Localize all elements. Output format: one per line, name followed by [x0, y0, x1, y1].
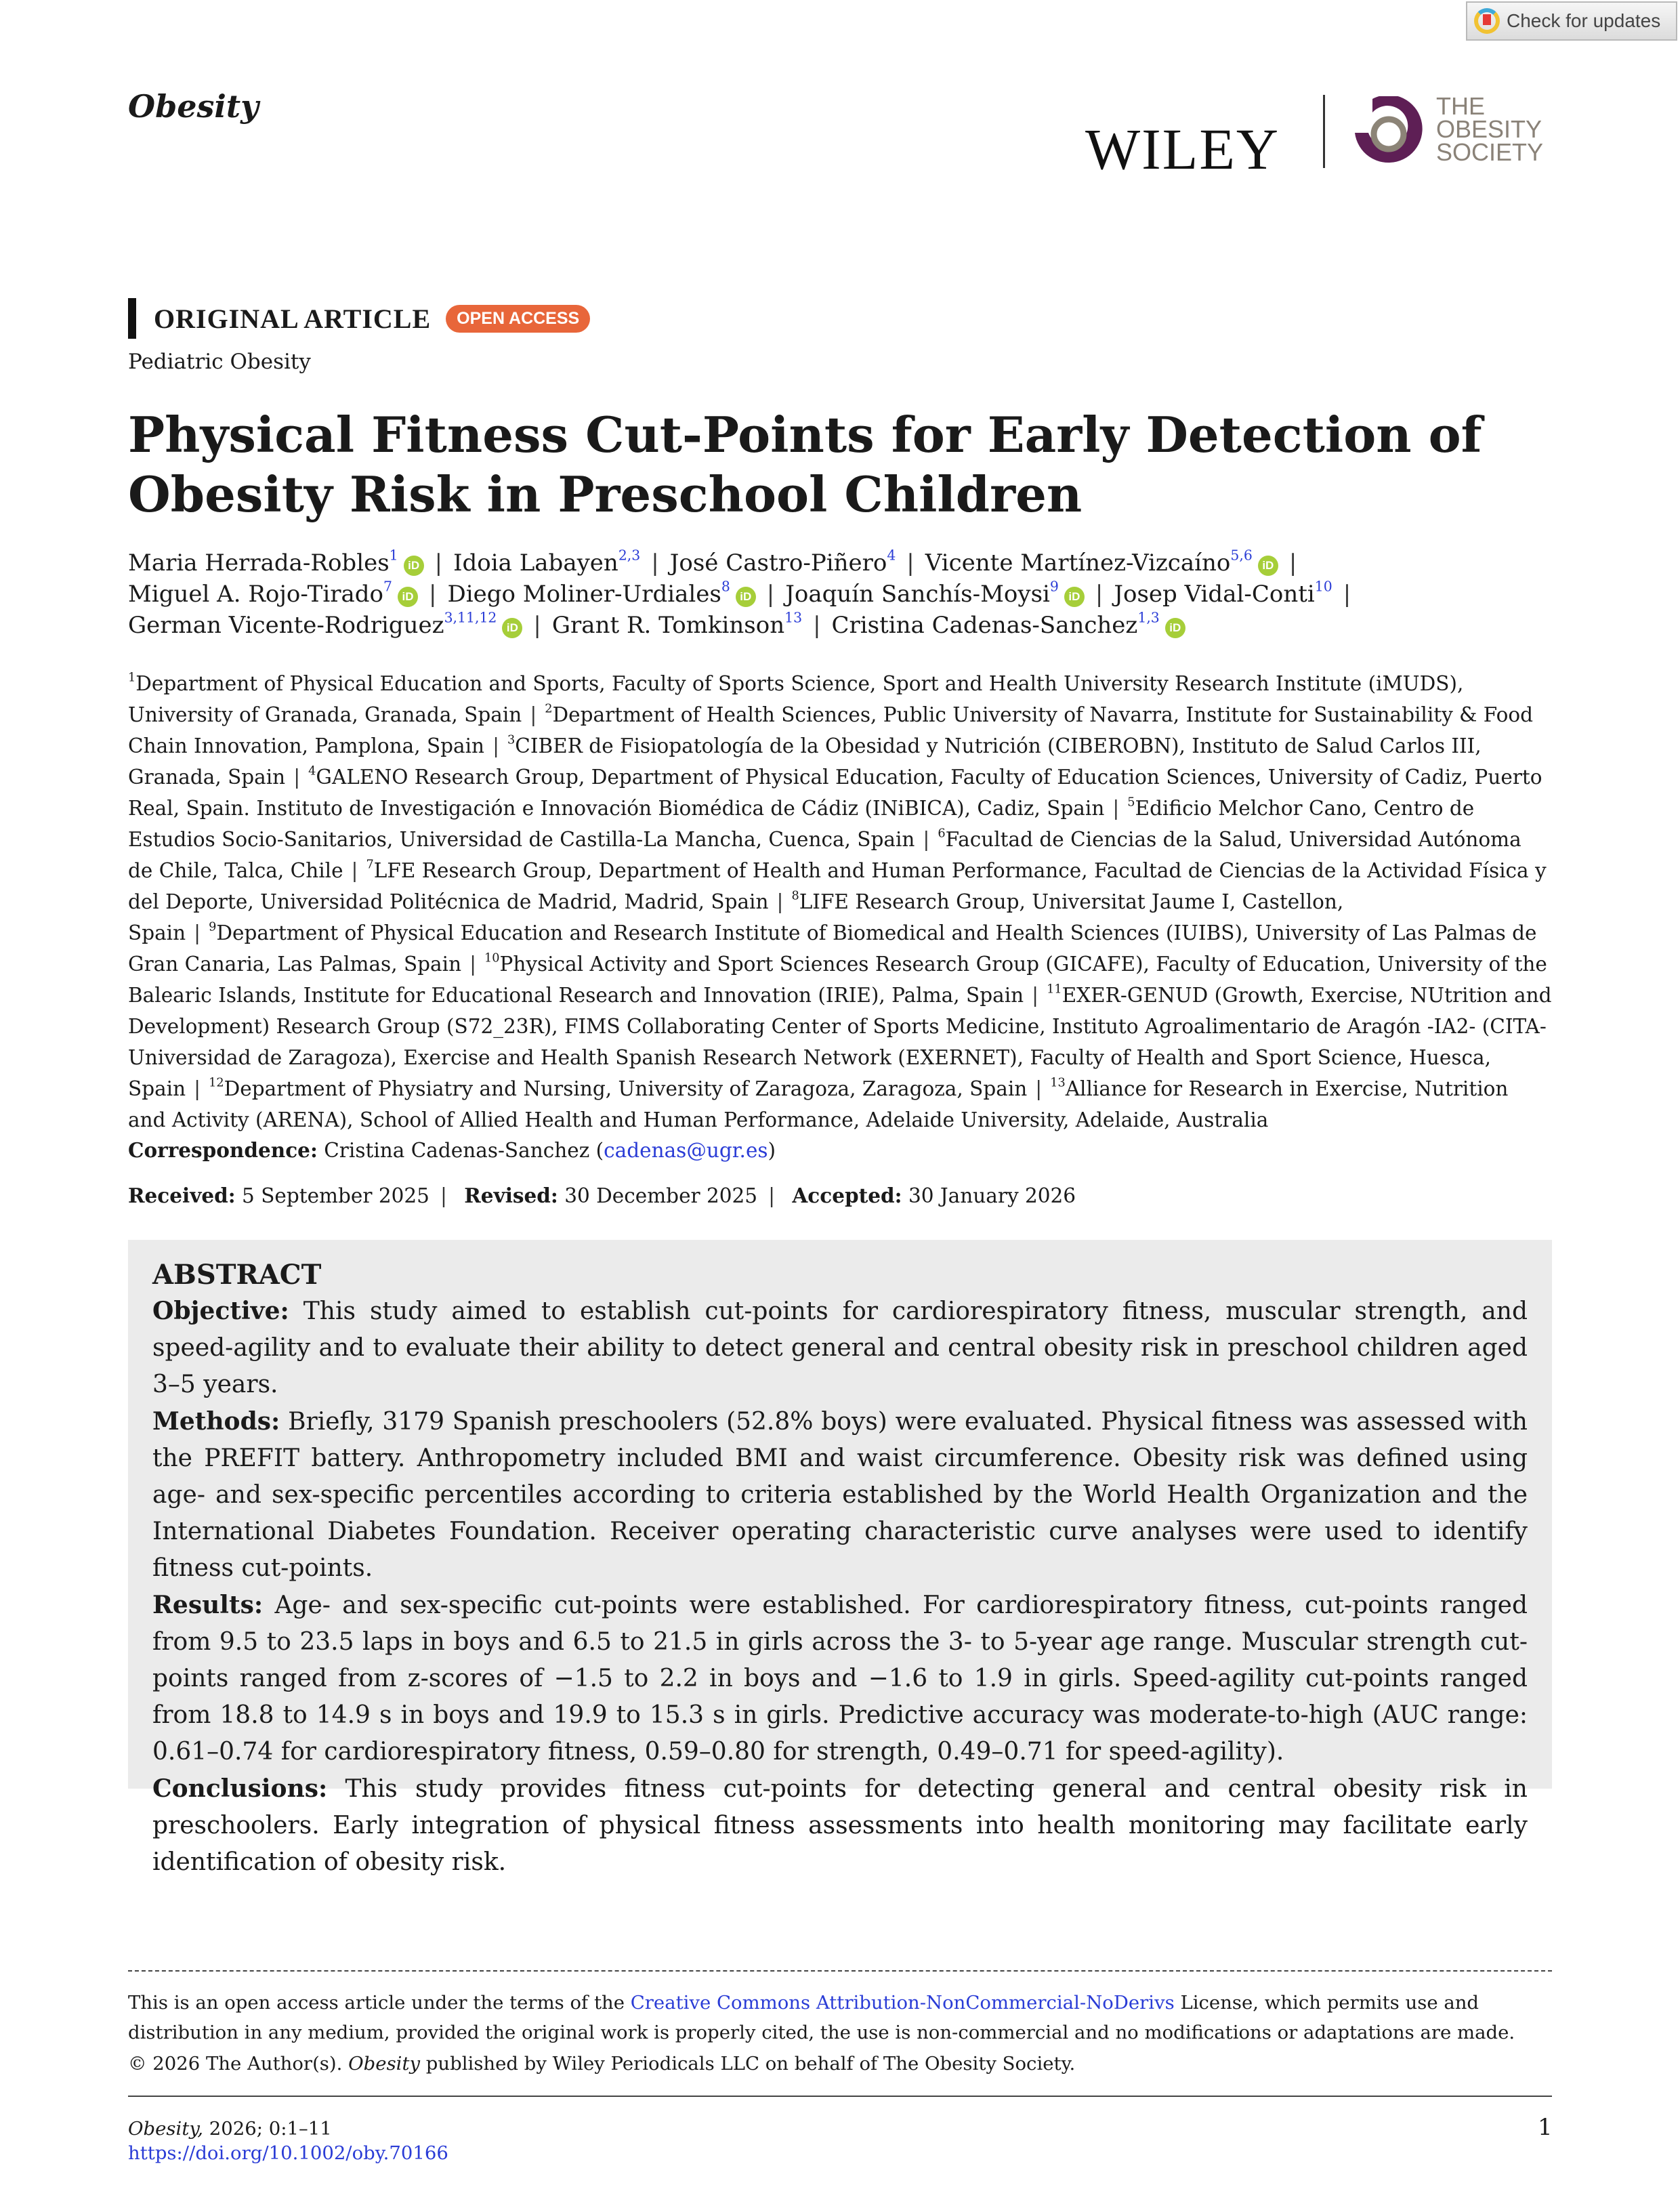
affiliation-separator: | [194, 1077, 201, 1100]
abstract-methods [152, 1403, 1528, 1587]
correspondence-email-link[interactable]: cadenas@ugr.es [604, 1139, 768, 1162]
correspondence-name: Cristina Cadenas-Sanchez [324, 1139, 590, 1162]
section-label: Results: [152, 1591, 264, 1619]
author-separator: | [533, 612, 541, 639]
copyright-pre: © 2026 The Author(s). [128, 2053, 349, 2075]
affiliation-number: 10 [484, 951, 500, 965]
affiliation-text: LFE Research Group, Department of Health and Human Performance, Facultad de Ciencias de la Actividad Física y del Deporte, Universidad Politécnica de Madrid, Madrid, Spain [128, 859, 1547, 913]
affiliation-number: 12 [209, 1076, 224, 1090]
affiliation-number: 9 [209, 920, 217, 934]
affiliation-text: Edificio Melchor Cano, Centro de Estudios Socio-Sanitarios, Universidad de Castilla-La Mancha, Cuenca, Spain [128, 797, 1475, 851]
orcid-icon[interactable]: iD [404, 556, 424, 576]
author [128, 609, 522, 639]
author-separator: | [1343, 581, 1351, 608]
author-separator: | [1095, 581, 1104, 608]
doi-link[interactable]: https://doi.org/10.1002/oby.70166 [128, 2142, 448, 2164]
affiliation-separator: | [923, 828, 930, 851]
author-list [128, 547, 1557, 641]
author-name: Joaquín Sanchís-Moysi [785, 581, 1050, 608]
copyright-journal: Obesity [348, 2053, 421, 2075]
section-text: This study aimed to establish cut-points for cardiorespiratory fitness, muscular strength, and speed-agility and to evaluate their ability to detect general and central obesity risk in preschool children aged 3–5 years. [152, 1297, 1528, 1398]
author-name: Josep Vidal-Conti [1114, 581, 1315, 608]
author [447, 578, 755, 608]
obesity-society-logo-icon [1352, 96, 1425, 169]
orcid-icon[interactable]: iD [502, 618, 522, 638]
check-for-updates-button[interactable] [1466, 1, 1677, 41]
section-text: Age- and sex-specific cut-points were established. For cardiorespiratory fitness, cut-points ranged from 9.5 to 23.5 laps in boys and 6.5 to 21.5 in girls across the 3- to 5-year age range. Muscular strength cut-points ranged from z-scores of −1.5 to 2.2 in boys and −1.6 to 1.9 in girls. Speed-agility cut-points ranged from 18.8 to 14.9 s in boys and 19.9 to 15.3 s in girls. Predictive accuracy was moderate-to-high (AUC range: 0.61–0.74 for cardiorespiratory fitness, 0.59–0.80 for strength, 0.49–0.71 for speed-agility). [152, 1591, 1528, 1766]
author-name: Cristina Cadenas-Sanchez [831, 612, 1138, 639]
author-affiliation-ref[interactable]: 8 [721, 578, 730, 595]
article-type [128, 298, 590, 339]
author-separator: | [766, 581, 775, 608]
copyright [128, 2053, 1075, 2075]
received-date: 5 September 2025 [242, 1184, 429, 1207]
article-title: Physical Fitness Cut-Points for Early Detection of Obesity Risk in Preschool Children [128, 406, 1482, 523]
revised-label: Revised: [464, 1184, 558, 1207]
author-affiliation-ref[interactable]: 3,11,12 [444, 609, 497, 626]
affiliation-text: Facultad de Ciencias de la Salud, Universidad Autónoma de Chile, Talca, Chile [128, 828, 1521, 882]
affiliation-text: EXER-GENUD (Growth, Exercise, NUtrition and Development) Research Group (S72_23R), FIMS Collaborating Center of Sports Medicine, Instituto Agroalimentario de Aragón -IA2- (CITA-Universidad de Zaragoza), Exercise and Health Spanish Research Network (EXERNET), Faculty of Health and Sport Science, Huesca, Spain [128, 984, 1552, 1100]
correspondence-label: Correspondence: [128, 1138, 318, 1162]
affiliation-separator: | [1112, 797, 1120, 820]
author-name: Idoia Labayen [453, 549, 618, 577]
correspondence: Correspondence: Cristina Cadenas-Sanchez (cadenas@ugr.es) [128, 1138, 776, 1162]
author-affiliation-ref[interactable]: 2,3 [618, 547, 641, 564]
affiliation-number: 8 [791, 889, 799, 903]
page-number: 1 [1538, 2114, 1553, 2141]
author-name: Grant R. Tomkinson [551, 612, 785, 639]
logo-divider [1323, 95, 1325, 168]
affiliation [209, 1077, 1027, 1100]
abstract-objective [152, 1293, 1528, 1403]
accepted-date: 30 January 2026 [908, 1184, 1076, 1207]
affiliation-number: 4 [308, 764, 316, 778]
author [785, 578, 1085, 608]
license-post: License, which permits use and distribution in any medium, provided the original work is properly cited, the use is non-commercial and no modifications or adaptations are made. [128, 1992, 1515, 2043]
affiliation-number: 7 [366, 858, 374, 872]
author-separator: | [651, 549, 659, 577]
citation-journal: Obesity, [128, 2118, 204, 2140]
article-subject: Pediatric Obesity [128, 350, 311, 374]
affiliation-separator: | [1032, 984, 1039, 1007]
affiliation-text: Alliance for Research in Exercise, Nutrition and Activity (ARENA), School of Allied Health and Human Performance, Adelaide University, Adelaide, Australia [128, 1077, 1509, 1131]
journal-name: Obesity [128, 88, 259, 125]
affiliation-text: CIBER de Fisiopatología de la Obesidad y Nutrición (CIBEROBN), Instituto de Salud Carlos III, Granada, Spain [128, 734, 1482, 789]
affiliation-separator: | [530, 703, 537, 726]
copyright-post: published by Wiley Periodicals LLC on behalf of The Obesity Society. [420, 2053, 1076, 2075]
orcid-icon[interactable]: iD [1165, 618, 1185, 638]
orcid-icon[interactable]: iD [1064, 587, 1085, 607]
section-label: Conclusions: [152, 1774, 328, 1803]
author-affiliation-ref[interactable]: 4 [887, 547, 896, 564]
author [128, 549, 424, 577]
article-type-bar [128, 298, 136, 339]
author-separator: | [428, 581, 437, 608]
affiliation-text: Physical Activity and Sport Sciences Research Group (GICAFE), Faculty of Education, University of the Balearic Islands, Institute for Educational Research and Innovation (IRIE), Palma, Spain [128, 953, 1547, 1007]
abstract-heading: ABSTRACT [152, 1259, 322, 1291]
affiliation-number: 3 [507, 733, 516, 747]
accepted-label: Accepted: [792, 1184, 902, 1207]
author [925, 549, 1278, 577]
affiliations [128, 668, 1552, 1136]
citation-volume: 2026; 0:1–11 [203, 2118, 332, 2140]
affiliation-number: 1 [128, 671, 136, 685]
abstract-conclusions [152, 1770, 1528, 1881]
affiliation-separator: | [492, 734, 500, 757]
affiliation-text: Department of Physiatry and Nursing, University of Zaragoza, Zaragoza, Spain [224, 1077, 1028, 1100]
orcid-icon[interactable]: iD [736, 587, 756, 607]
check-for-updates-label: Check for updates [1507, 10, 1661, 31]
affiliation-number: 5 [1127, 795, 1135, 810]
wiley-logo: WILEY [1085, 117, 1280, 182]
affiliation-number: 11 [1047, 982, 1062, 997]
license-pre: This is an open access article under the terms of the [128, 1992, 631, 2014]
affiliation-separator: | [293, 766, 301, 789]
affiliation-number: 6 [938, 827, 946, 841]
affiliation-separator: | [194, 921, 201, 944]
affiliation-separator: | [776, 890, 784, 913]
author-affiliation-ref[interactable]: 7 [383, 578, 392, 595]
affiliation-text: Department of Physical Education and Sports, Faculty of Sports Science, Sport and Health University Research Institute (iMUDS), University of Granada, Granada, Spain [128, 672, 1464, 726]
author-affiliation-ref[interactable]: 13 [784, 609, 803, 626]
abstract-results [152, 1587, 1528, 1770]
author-affiliation-ref[interactable]: 9 [1049, 578, 1059, 595]
crossmark-icon [1474, 8, 1500, 34]
affiliation-number: 2 [545, 702, 553, 716]
author-name: José Castro-Piñero [669, 549, 887, 577]
author-affiliation-ref[interactable]: 1,3 [1137, 609, 1160, 626]
author-affiliation-ref[interactable]: 1 [389, 547, 398, 564]
author-name: Maria Herrada-Robles [128, 549, 390, 577]
author-separator: | [434, 549, 443, 577]
author-name: Vicente Martínez-Vizcaíno [925, 549, 1231, 577]
section-text: Briefly, 3179 Spanish preschoolers (52.8% boys) were evaluated. Physical fitness was assessed with the PREFIT battery. Anthropometry included BMI and waist circumference. Obesity risk was defined using age- and sex-specific percentiles according to criteria established by the World Health Organization and the International Diabetes Foundation. Receiver operating characteristic curve analyses were used to identify fitness cut-points. [152, 1408, 1528, 1582]
author-name: Diego Moliner-Urdiales [447, 581, 721, 608]
author [551, 609, 803, 639]
license-text [128, 1988, 1552, 2047]
author [1114, 578, 1332, 608]
footer-divider-dashed [128, 1970, 1552, 1972]
open-access-badge: OPEN ACCESS [446, 305, 590, 333]
citation [128, 2117, 448, 2165]
section-text: This study provides fitness cut-points for detecting general and central obesity risk in preschoolers. Early integration of physical fitness assessments into health monitoring may facilitate early identification of obesity risk. [152, 1775, 1528, 1876]
footer-divider [128, 2096, 1552, 2097]
author [128, 578, 418, 608]
author-separator: | [1288, 549, 1297, 577]
author-affiliation-ref[interactable]: 5,6 [1230, 547, 1253, 564]
affiliation-text: LIFE Research Group, Universitat Jaume I, Castellon, Spain [128, 890, 1344, 944]
section-label: Methods: [152, 1407, 280, 1436]
affiliation-text: Department of Physical Education and Research Institute of Biomedical and Health Sciences (IUIBS), University of Las Palmas de Gran Canaria, Las Palmas, Spain [128, 921, 1537, 976]
affiliation-separator: | [351, 859, 358, 882]
author [670, 549, 896, 577]
author-name: German Vicente-Rodriguez [128, 612, 444, 639]
obesity-society-logo-text: THE OBESITY SOCIETY [1436, 92, 1544, 166]
affiliation-number: 13 [1050, 1076, 1066, 1090]
affiliation-separator: | [469, 953, 477, 976]
affiliation-text: GALENO Research Group, Department of Physical Education, Faculty of Education Sciences, University of Cadiz, Puerto Real, Spain. Instituto de Investigación e Innovación Biomédica de Cádiz (INiBICA), Cadiz, Spain [128, 766, 1542, 820]
cc-license-link[interactable]: Creative Commons Attribution-NonCommercial-NoDerivs [630, 1992, 1175, 2014]
orcid-icon[interactable]: iD [398, 587, 418, 607]
author-name: Miguel A. Rojo-Tirado [128, 581, 383, 608]
orcid-icon[interactable]: iD [1258, 556, 1278, 576]
article-dates: Received: 5 September 2025 | Revised: 30 December 2025 | Accepted: 30 January 2026 [128, 1184, 1076, 1207]
author-separator: | [906, 549, 915, 577]
article-type-label: ORIGINAL ARTICLE [154, 303, 432, 334]
received-label: Received: [128, 1184, 236, 1207]
section-label: Objective: [152, 1297, 289, 1325]
revised-date: 30 December 2025 [564, 1184, 758, 1207]
author-affiliation-ref[interactable]: 10 [1314, 578, 1332, 595]
affiliation-text: Department of Health Sciences, Public University of Navarra, Institute for Sustainability & Food Chain Innovation, Pamplona, Spain [128, 703, 1534, 757]
abstract-box [128, 1240, 1552, 1876]
affiliation-separator: | [1035, 1077, 1043, 1100]
author-separator: | [813, 612, 821, 639]
author [453, 549, 640, 577]
author [831, 609, 1185, 639]
